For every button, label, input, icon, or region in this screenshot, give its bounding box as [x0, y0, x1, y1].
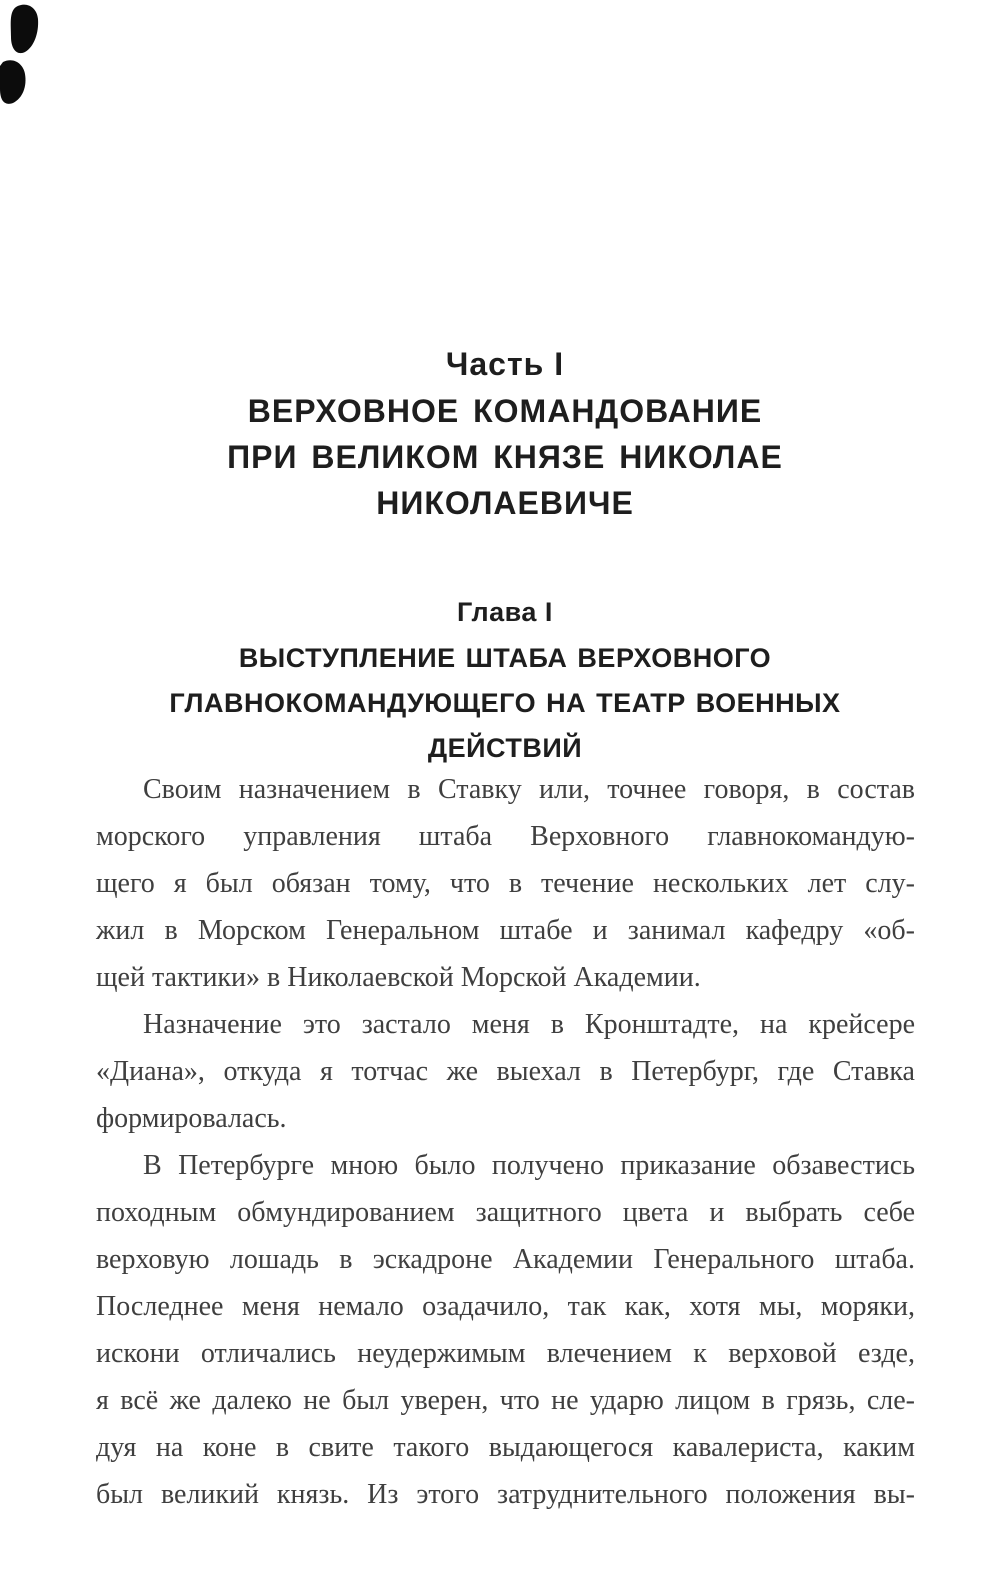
chapter-heading [95, 588, 915, 771]
chapter-label: Глава I [457, 597, 553, 627]
body-line: щей тактики» в Николаевской Морской Академии. [96, 962, 701, 993]
chapter-title-line: ГЛАВНОКОМАНДУЮЩЕГО НА ТЕАТР ВОЕННЫХ [169, 688, 841, 718]
part-label: Часть I [445, 346, 565, 382]
body-line: жил в Морском Генеральном штабе и занимал кафедру «об- [96, 915, 915, 946]
paragraph [96, 1001, 915, 1142]
paragraph [96, 766, 915, 1001]
chapter-title-line: ДЕЙСТВИЙ [427, 733, 583, 763]
part-title-line: ПРИ ВЕЛИКОМ КНЯЗЕ НИКОЛАЕ [227, 439, 783, 475]
part-title-line: ВЕРХОВНОЕ КОМАНДОВАНИЕ [247, 393, 763, 429]
body-line: морского управления штаба Верховного главнокомандую- [96, 821, 915, 852]
body-text [96, 766, 915, 1518]
chapter-title-line: ВЫСТУПЛЕНИЕ ШТАБА ВЕРХОВНОГО [238, 643, 772, 673]
part-title-line: НИКОЛАЕВИЧЕ [376, 485, 634, 521]
body-line: В Петербурге мною было получено приказание обзавестись [143, 1150, 915, 1181]
body-line: дуя на коне в свите такого выдающегося кавалериста, каким [96, 1432, 915, 1463]
body-line: щего я был обязан тому, что в течение нескольких лет слу- [96, 868, 915, 899]
body-line: искони отличались неудержимым влечением к верховой езде, [96, 1338, 915, 1369]
body-line: верховую лошадь в эскадроне Академии Генерального штаба. [96, 1244, 915, 1275]
body-line: Последнее меня немало озадачило, так как, хотя мы, моряки, [96, 1291, 915, 1322]
body-line: походным обмундированием защитного цвета и выбрать себе [96, 1197, 915, 1228]
part-heading [95, 340, 915, 526]
body-line: я всё же далеко не был уверен, что не ударю лицом в грязь, сле- [96, 1385, 915, 1416]
body-line: был великий князь. Из этого затруднительного положения вы- [96, 1479, 915, 1510]
ink-stain-artifact [0, 0, 52, 118]
body-line: формировалась. [96, 1103, 287, 1134]
paragraph [96, 1142, 915, 1518]
body-line: Своим назначением в Ставку или, точнее говоря, в состав [143, 774, 915, 805]
body-line: Назначение это застало меня в Кронштадте, на крейсере [143, 1009, 915, 1040]
body-line: «Диана», откуда я тотчас же выехал в Петербург, где Ставка [96, 1056, 915, 1087]
